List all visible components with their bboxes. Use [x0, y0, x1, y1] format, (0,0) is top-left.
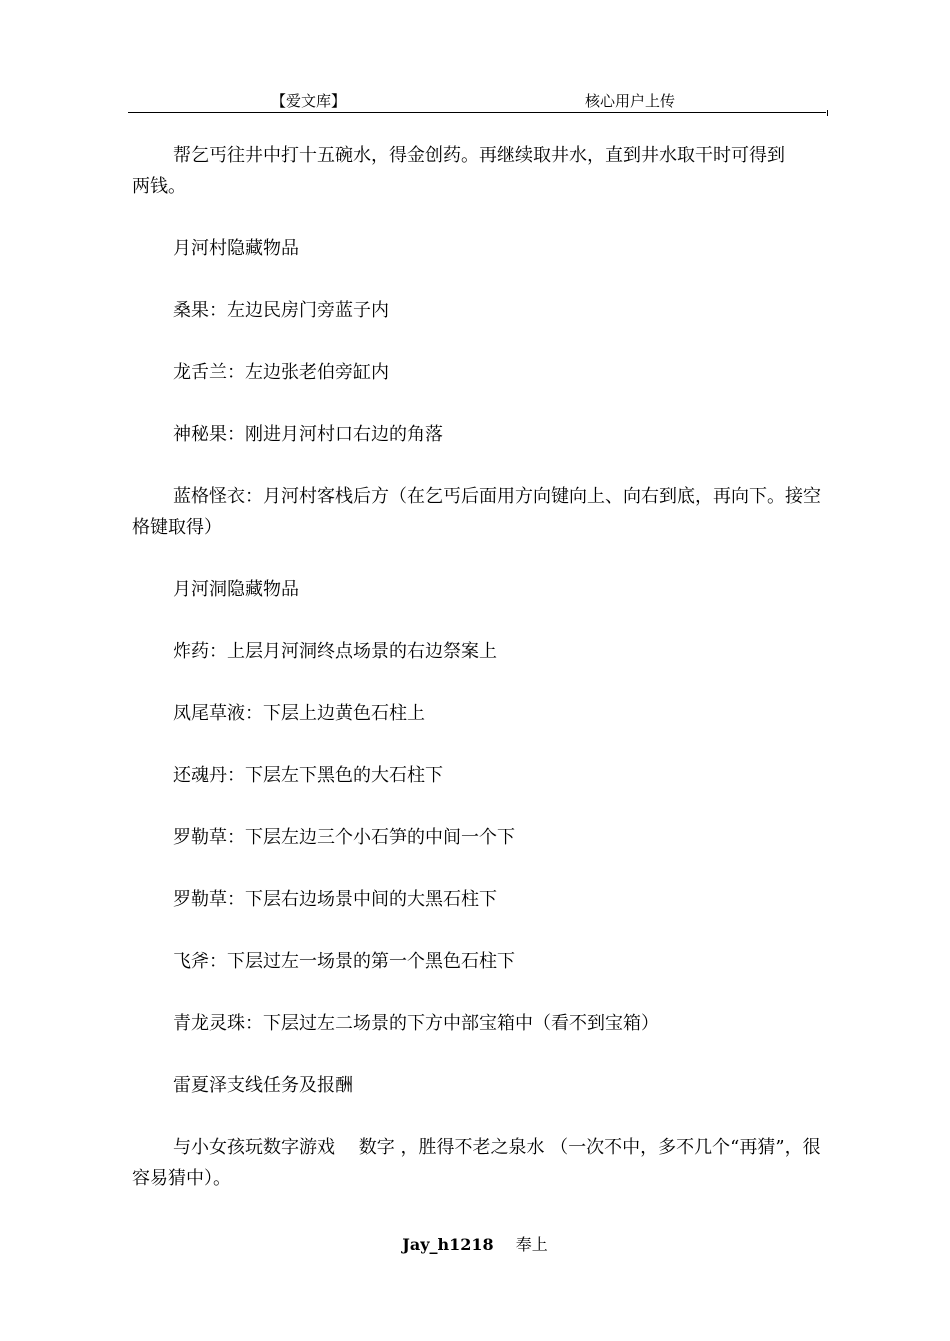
paragraph-11: 罗勒草：下层左边三个小石笋的中间一个下	[173, 827, 515, 848]
paragraph-6: 蓝格怪衣：月河村客栈后方（在乞丐后面用方向键向上、向右到底，再向下。接空格键取得）	[132, 486, 821, 538]
paragraph-13: 飞斧：下层过左一场景的第一个黑色石柱下	[173, 951, 515, 972]
section-heading-leixiaze: 雷夏泽支线任务及报酬	[173, 1075, 353, 1096]
section-heading-cave: 月河洞隐藏物品	[173, 579, 299, 600]
footer-suffix: 奉上	[515, 1235, 548, 1254]
section-heading-village: 月河村隐藏物品	[173, 238, 299, 259]
page-footer	[0, 1232, 950, 1255]
paragraph-8: 炸药：上层月河洞终点场景的右边祭案上	[173, 641, 497, 662]
paragraph-5: 神秘果：刚进月河村口右边的角落	[173, 424, 443, 445]
document-body	[132, 140, 832, 1225]
paragraph-12: 罗勒草：下层右边场景中间的大黑石柱下	[173, 889, 497, 910]
header-site-name: 【爱文库】	[271, 92, 347, 110]
paragraph-16: 与小女孩玩数字游戏 数字 ，胜得不老之泉水 （一次不中，多不几个“再猜”，很容易猜中）。	[132, 1137, 821, 1189]
header-upload-note: 核心用户上传	[585, 92, 676, 110]
footer-author: Jay_h1218	[402, 1235, 494, 1254]
paragraph-3: 桑果：左边民房门旁蓝子内	[173, 300, 389, 321]
header-rule-tick	[827, 110, 828, 116]
paragraph-9: 凤尾草液：下层上边黄色石柱上	[173, 703, 425, 724]
paragraph-4: 龙舌兰：左边张老伯旁缸内	[173, 362, 389, 383]
paragraph-14: 青龙灵珠：下层过左二场景的下方中部宝箱中（看不到宝箱）	[173, 1013, 659, 1034]
page-header	[128, 88, 826, 113]
paragraph-10: 还魂丹：下层左下黑色的大石柱下	[173, 765, 443, 786]
paragraph-1: 帮乞丐往井中打十五碗水，得金创药。再继续取井水，直到井水取干时可得到 两钱。	[132, 145, 821, 197]
